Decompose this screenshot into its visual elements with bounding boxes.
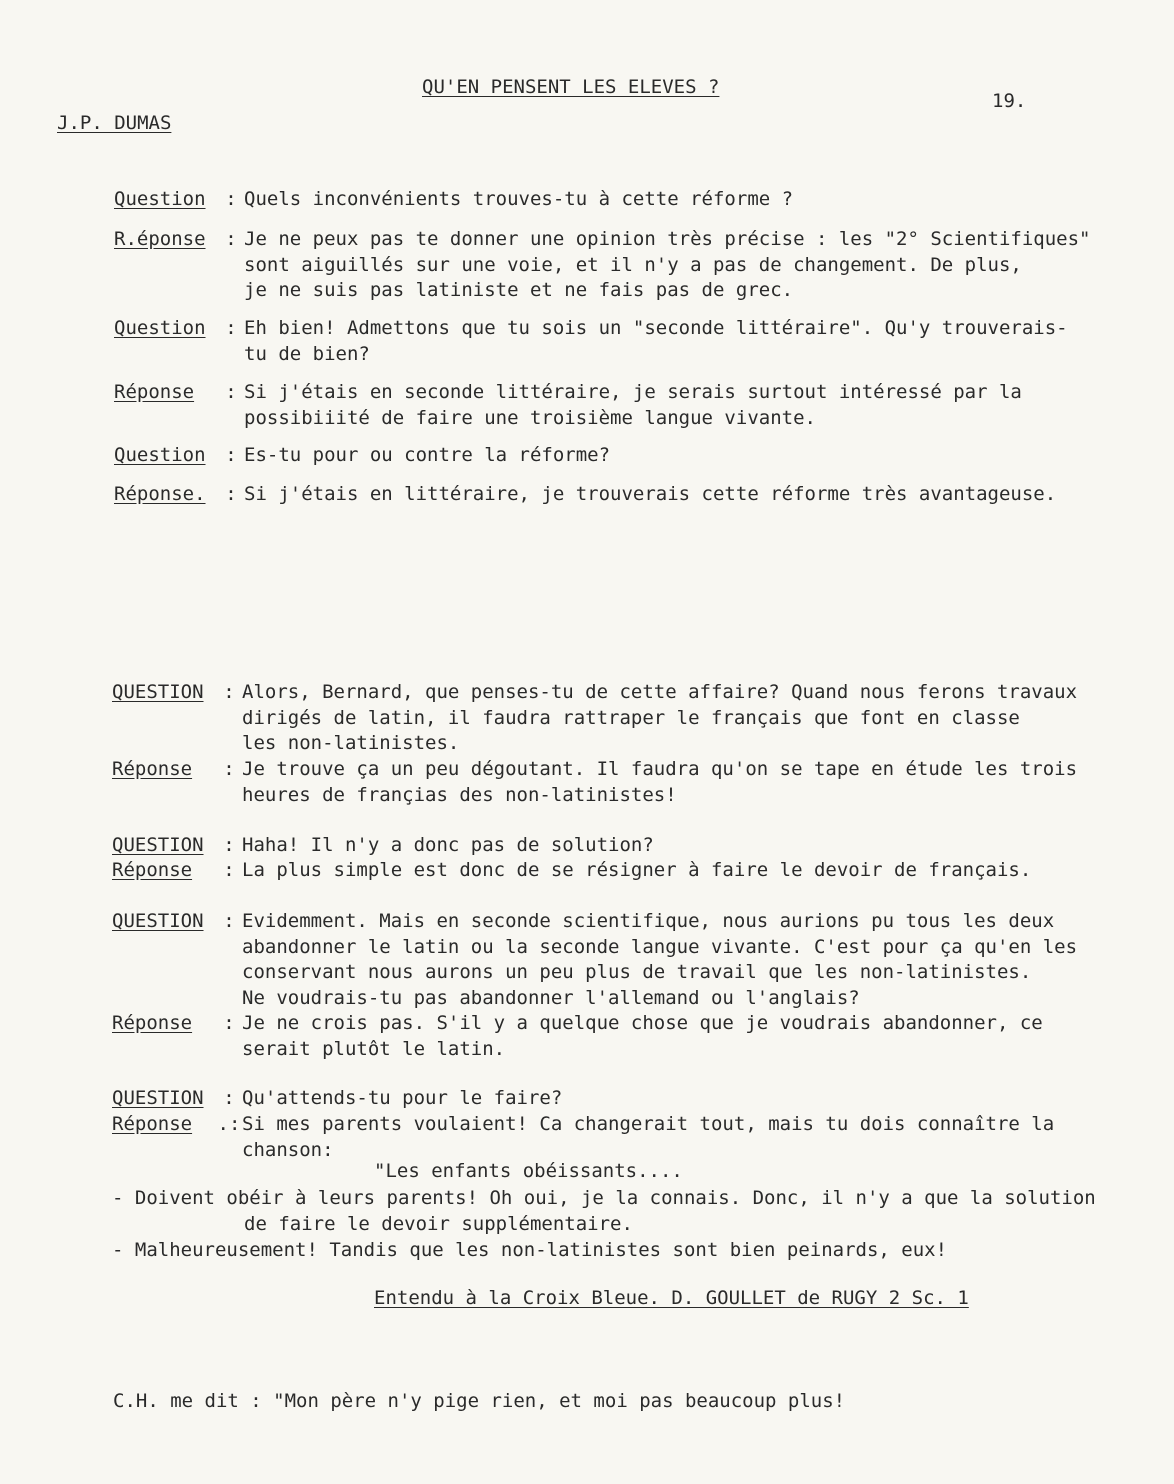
qa-label: Réponse: [112, 758, 193, 780]
qa-row: Réponse. : Si j'étais en littéraire, je trouverais cette réforme très avantageuse.: [114, 482, 1124, 508]
qa-label: QUESTION: [112, 910, 204, 932]
dialogue-line-continuation: de faire le devoir supplémentaire.: [244, 1213, 633, 1235]
qa-row: Question : Eh bien! Admettons que tu sois un "seconde littéraire". Qu'y trouverais- tu de bien?: [114, 316, 1124, 367]
qa-row: Réponse : La plus simple est donc de se résigner à faire le devoir de français.: [112, 858, 1122, 884]
qa-text: Evidemment. Mais en seconde scientifique, nous aurions pu tous les deux abandonner le latin ou la seconde langue vivante. C'est pour ça qu'en les conservant nous aurons un peu plus de travail que les non-latinistes. Ne voudrais-tu pas abandonner l'allemand ou l'anglais?: [242, 910, 1078, 1009]
qa-label: Réponse: [112, 1113, 193, 1135]
qa-text: Je ne crois pas. S'il y a quelque chose que je voudrais abandonner, ce serait plutôt le latin.: [242, 1012, 1043, 1060]
qa-row: QUESTION : Haha! Il n'y a donc pas de solution?: [112, 833, 1122, 859]
qa-row: R.éponse : Je ne peux pas te donner une opinion très précise : les "2° Scientifiques" sont aiguillés sur une voie, et il n'y a pas de changement. De plus, je ne suis pas latiniste et ne fais pas de grec.: [114, 227, 1124, 304]
qa-row: QUESTION : Alors, Bernard, que penses-tu de cette affaire? Quand nous ferons travaux dirigés de latin, il faudra rattraper le français que font en classe les non-latinistes.: [112, 680, 1122, 757]
qa-label: Question: [114, 444, 206, 466]
qa-text: Si j'étais en littéraire, je trouverais cette réforme très avantageuse.: [244, 483, 1057, 505]
qa-row: Réponse .: Si mes parents voulaient! Ca changerait tout, mais tu dois connaître la chanson:: [112, 1112, 1122, 1163]
qa-label: Réponse.: [114, 483, 206, 505]
qa-text: Eh bien! Admettons que tu sois un "seconde littéraire". Qu'y trouverais- tu de bien?: [244, 317, 1068, 365]
qa-text: Si j'étais en seconde littéraire, je serais surtout intéressé par la possibiiité de faire une troisième langue vivante.: [244, 381, 1022, 429]
page-title: QU'EN PENSENT LES ELEVES ?: [422, 76, 720, 98]
page-number: 19.: [992, 90, 1027, 112]
qa-text: Haha! Il n'y a donc pas de solution?: [242, 834, 654, 856]
qa-label: Question: [114, 317, 206, 339]
footer-quote: C.H. me dit : "Mon père n'y pige rien, et moi pas beaucoup plus!: [113, 1390, 846, 1412]
qa-text: Alors, Bernard, que penses-tu de cette affaire? Quand nous ferons travaux dirigés de latin, il faudra rattraper le français que font en classe les non-latinistes.: [242, 681, 1078, 754]
qa-text: Es-tu pour ou contre la réforme?: [244, 444, 611, 466]
qa-text: Quels inconvénients trouves-tu à cette réforme ?: [244, 188, 794, 210]
dialogue-line: - Doivent obéir à leurs parents! Oh oui, je la connais. Donc, il n'y a que la solution: [112, 1187, 1096, 1209]
qa-row: Question : Quels inconvénients trouves-tu à cette réforme ?: [114, 187, 1124, 213]
qa-label: R.éponse: [114, 228, 206, 250]
qa-text: Si mes parents voulaient! Ca changerait tout, mais tu dois connaître la chanson:: [242, 1113, 1055, 1161]
quoted-song: "Les enfants obéissants....: [374, 1160, 683, 1182]
qa-row: Réponse : Je trouve ça un peu dégoutant. Il faudra qu'on se tape en étude les trois heures de françias des non-latinistes!: [112, 757, 1122, 808]
qa-text: Je trouve ça un peu dégoutant. Il faudra qu'on se tape en étude les trois heures de françias des non-latinistes!: [242, 758, 1078, 806]
qa-label: QUESTION: [112, 834, 204, 856]
qa-label: Réponse: [112, 1012, 193, 1034]
qa-label: Question: [114, 188, 206, 210]
qa-label: QUESTION: [112, 681, 204, 703]
qa-row: Réponse : Je ne crois pas. S'il y a quelque chose que je voudrais abandonner, ce serait plutôt le latin.: [112, 1011, 1122, 1062]
qa-label: Réponse: [112, 859, 193, 881]
qa-row: Réponse : Si j'étais en seconde littéraire, je serais surtout intéressé par la possibiiité de faire une troisième langue vivante.: [114, 380, 1124, 431]
qa-row: QUESTION : Evidemment. Mais en seconde scientifique, nous aurions pu tous les deux abandonner le latin ou la seconde langue vivante. C'est pour ça qu'en les conservant nous aurons un peu plus de travail que les non-latinistes. Ne voudrais-tu pas abandonner l'allemand ou l'anglais?: [112, 909, 1122, 1011]
source-attribution: Entendu à la Croix Bleue. D. GOULLET de RUGY 2 Sc. 1: [374, 1287, 969, 1309]
qa-text: Je ne peux pas te donner une opinion très précise : les "2° Scientifiques" sont aiguillés sur une voie, et il n'y a pas de changement. De plus, je ne suis pas latiniste et ne fais pas de grec.: [244, 228, 1091, 301]
qa-row: Question : Es-tu pour ou contre la réforme?: [114, 443, 1124, 469]
dialogue-line: - Malheureusement! Tandis que les non-latinistes sont bien peinards, eux!: [112, 1239, 948, 1261]
qa-label: Réponse: [114, 381, 195, 403]
qa-text: La plus simple est donc de se résigner à faire le devoir de français.: [242, 859, 1032, 881]
author-name: J.P. DUMAS: [57, 112, 172, 134]
qa-text: Qu'attends-tu pour le faire?: [242, 1087, 563, 1109]
qa-row: QUESTION : Qu'attends-tu pour le faire?: [112, 1086, 1122, 1112]
qa-label: QUESTION: [112, 1087, 204, 1109]
